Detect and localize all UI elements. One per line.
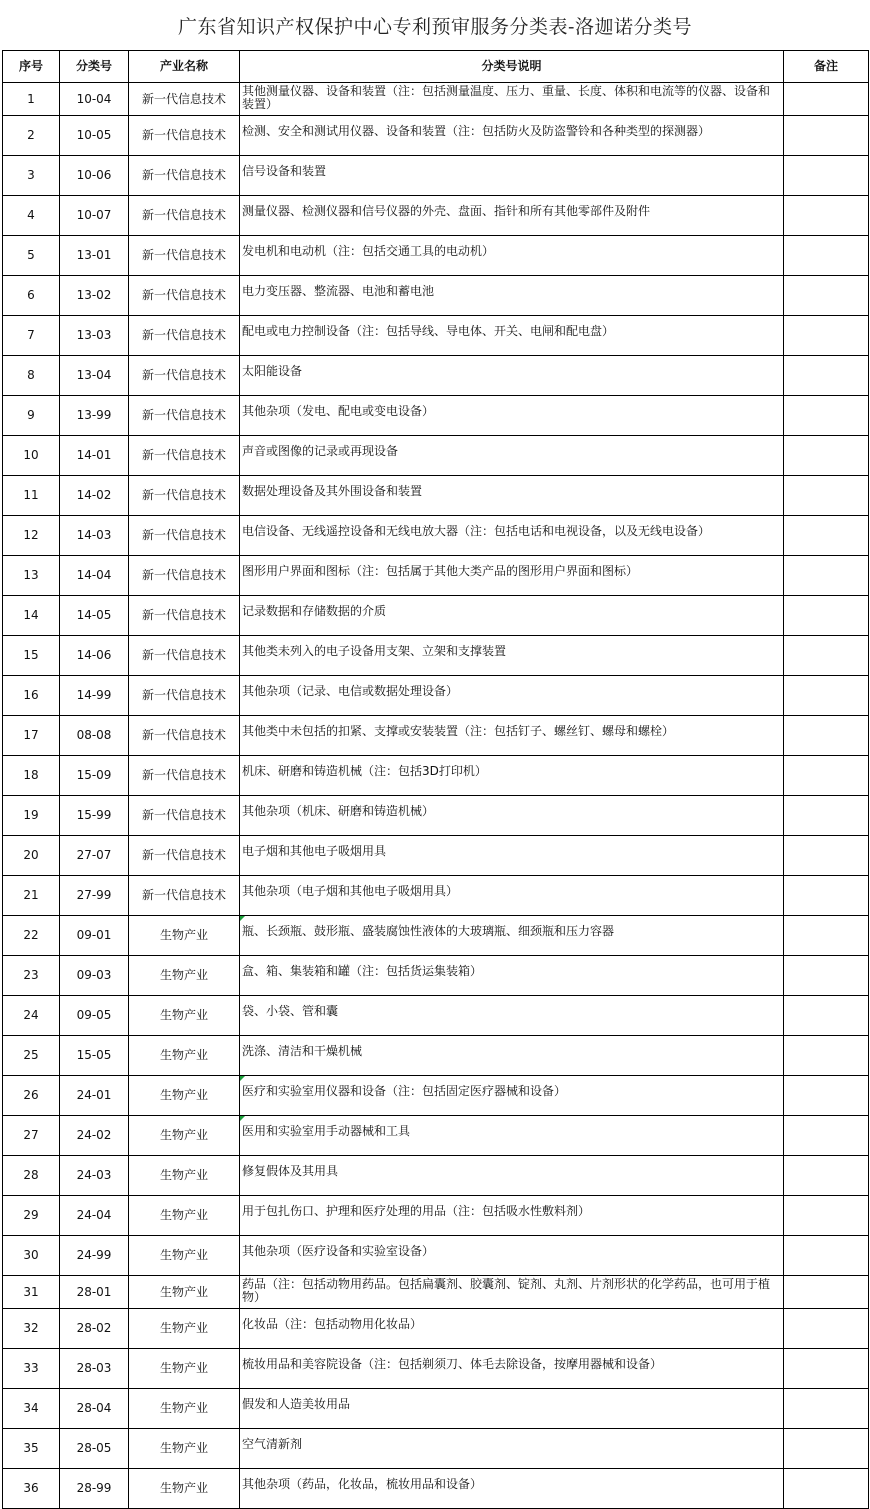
table-row xyxy=(3,196,869,236)
cell-seq: 8 xyxy=(3,356,60,396)
table-row xyxy=(3,1076,869,1116)
cell-industry: 新一代信息技术 xyxy=(129,83,240,116)
table-header-row xyxy=(3,51,869,83)
cell-industry: 生物产业 xyxy=(129,1196,240,1236)
description-text: 其他测量仪器、设备和装置（注：包括测量温度、压力、重量、长度、体积和电流等的仪器、设备和装置） xyxy=(242,84,771,111)
cell-description xyxy=(240,1429,784,1469)
cell-description xyxy=(240,196,784,236)
cell-description xyxy=(240,996,784,1036)
cell-industry: 新一代信息技术 xyxy=(129,836,240,876)
table-row xyxy=(3,1036,869,1076)
cell-seq: 14 xyxy=(3,596,60,636)
cell-code: 24-02 xyxy=(60,1116,129,1156)
cell-note xyxy=(784,356,869,396)
table-row xyxy=(3,836,869,876)
cell-industry: 新一代信息技术 xyxy=(129,276,240,316)
cell-description xyxy=(240,876,784,916)
cell-description xyxy=(240,396,784,436)
cell-industry: 新一代信息技术 xyxy=(129,396,240,436)
table-row xyxy=(3,396,869,436)
table-row xyxy=(3,596,869,636)
cell-description xyxy=(240,756,784,796)
cell-seq: 7 xyxy=(3,316,60,356)
table-row xyxy=(3,156,869,196)
cell-code: 15-09 xyxy=(60,756,129,796)
table-row xyxy=(3,83,869,116)
table-row xyxy=(3,116,869,156)
cell-note xyxy=(784,1429,869,1469)
cell-description xyxy=(240,1076,784,1116)
description-text: 其他类未列入的电子设备用支架、立架和支撑装置 xyxy=(242,644,507,658)
cell-note xyxy=(784,1469,869,1509)
cell-code: 10-06 xyxy=(60,156,129,196)
cell-code: 28-05 xyxy=(60,1429,129,1469)
cell-description xyxy=(240,1309,784,1349)
description-text: 发电机和电动机（注：包括交通工具的电动机） xyxy=(242,244,495,258)
cell-note xyxy=(784,1349,869,1389)
cell-note xyxy=(784,676,869,716)
cell-note xyxy=(784,1036,869,1076)
table-row xyxy=(3,1276,869,1309)
cell-description xyxy=(240,83,784,116)
cell-industry: 生物产业 xyxy=(129,1276,240,1309)
cell-seq: 31 xyxy=(3,1276,60,1309)
description-text: 测量仪器、检测仪器和信号仪器的外壳、盘面、指针和所有其他零部件及附件 xyxy=(242,204,651,218)
table-row xyxy=(3,676,869,716)
description-text: 洗涤、清洁和干燥机械 xyxy=(242,1044,363,1058)
cell-note xyxy=(784,236,869,276)
cell-code: 24-01 xyxy=(60,1076,129,1116)
description-text: 盒、箱、集装箱和罐（注：包括货运集装箱） xyxy=(242,964,483,978)
cell-code: 09-03 xyxy=(60,956,129,996)
cell-industry: 新一代信息技术 xyxy=(129,236,240,276)
cell-seq: 35 xyxy=(3,1429,60,1469)
description-text: 其他杂项（医疗设备和实验室设备） xyxy=(242,1244,435,1258)
description-text: 其他杂项（记录、电信或数据处理设备） xyxy=(242,684,459,698)
cell-seq: 33 xyxy=(3,1349,60,1389)
table-row xyxy=(3,1196,869,1236)
cell-note xyxy=(784,1076,869,1116)
cell-description xyxy=(240,356,784,396)
table-row xyxy=(3,1116,869,1156)
cell-industry: 生物产业 xyxy=(129,916,240,956)
cell-seq: 16 xyxy=(3,676,60,716)
cell-code: 09-01 xyxy=(60,916,129,956)
description-text: 化妆品（注：包括动物用化妆品） xyxy=(242,1317,423,1331)
cell-industry: 生物产业 xyxy=(129,956,240,996)
cell-seq: 15 xyxy=(3,636,60,676)
cell-industry: 新一代信息技术 xyxy=(129,596,240,636)
cell-code: 28-02 xyxy=(60,1309,129,1349)
cell-description xyxy=(240,716,784,756)
description-text: 其他类中未包括的扣紧、支撑或安装装置（注：包括钉子、螺丝钉、螺母和螺栓） xyxy=(242,724,675,738)
cell-description xyxy=(240,916,784,956)
cell-note xyxy=(784,83,869,116)
cell-code: 14-03 xyxy=(60,516,129,556)
cell-seq: 20 xyxy=(3,836,60,876)
cell-description xyxy=(240,1116,784,1156)
cell-description xyxy=(240,236,784,276)
cell-code: 08-08 xyxy=(60,716,129,756)
header-code: 分类号 xyxy=(60,51,129,83)
cell-note xyxy=(784,996,869,1036)
description-text: 医疗和实验室用仪器和设备（注：包括固定医疗器械和设备） xyxy=(242,1084,567,1098)
cell-code: 28-03 xyxy=(60,1349,129,1389)
cell-industry: 生物产业 xyxy=(129,1309,240,1349)
page-title: 广东省知识产权保护中心专利预审服务分类表-洛迦诺分类号 xyxy=(178,15,692,38)
table-row xyxy=(3,1349,869,1389)
classification-table xyxy=(2,50,869,1509)
table-row xyxy=(3,276,869,316)
cell-seq: 24 xyxy=(3,996,60,1036)
cell-description xyxy=(240,1196,784,1236)
description-text: 瓶、长颈瓶、鼓形瓶、盛装腐蚀性液体的大玻璃瓶、细颈瓶和压力容器 xyxy=(242,924,615,938)
cell-note xyxy=(784,156,869,196)
cell-seq: 28 xyxy=(3,1156,60,1196)
cell-seq: 17 xyxy=(3,716,60,756)
table-row xyxy=(3,476,869,516)
cell-industry: 新一代信息技术 xyxy=(129,876,240,916)
cell-note xyxy=(784,1116,869,1156)
header-note: 备注 xyxy=(784,51,869,83)
cell-note xyxy=(784,636,869,676)
description-text: 假发和人造美妆用品 xyxy=(242,1397,351,1411)
table-body xyxy=(3,83,869,1509)
cell-industry: 生物产业 xyxy=(129,1389,240,1429)
cell-code: 13-99 xyxy=(60,396,129,436)
cell-seq: 4 xyxy=(3,196,60,236)
cell-code: 24-99 xyxy=(60,1236,129,1276)
cell-industry: 新一代信息技术 xyxy=(129,516,240,556)
cell-description xyxy=(240,956,784,996)
cell-code: 13-02 xyxy=(60,276,129,316)
cell-seq: 29 xyxy=(3,1196,60,1236)
cell-code: 15-05 xyxy=(60,1036,129,1076)
cell-seq: 22 xyxy=(3,916,60,956)
cell-code: 14-04 xyxy=(60,556,129,596)
table-row xyxy=(3,516,869,556)
table-row xyxy=(3,756,869,796)
cell-code: 10-04 xyxy=(60,83,129,116)
cell-seq: 11 xyxy=(3,476,60,516)
cell-seq: 13 xyxy=(3,556,60,596)
cell-description xyxy=(240,516,784,556)
description-text: 其他杂项（药品，化妆品，梳妆用品和设备） xyxy=(242,1477,483,1491)
cell-note xyxy=(784,1236,869,1276)
cell-note xyxy=(784,1196,869,1236)
cell-code: 13-04 xyxy=(60,356,129,396)
cell-industry: 生物产业 xyxy=(129,1036,240,1076)
description-text: 电子烟和其他电子吸烟用具 xyxy=(242,844,387,858)
cell-description xyxy=(240,436,784,476)
table-row xyxy=(3,556,869,596)
cell-note xyxy=(784,876,869,916)
cell-seq: 36 xyxy=(3,1469,60,1509)
cell-seq: 5 xyxy=(3,236,60,276)
description-text: 声音或图像的记录或再现设备 xyxy=(242,444,399,458)
cell-description xyxy=(240,596,784,636)
cell-description xyxy=(240,1156,784,1196)
cell-description xyxy=(240,476,784,516)
cell-seq: 27 xyxy=(3,1116,60,1156)
cell-description xyxy=(240,1349,784,1389)
cell-description xyxy=(240,636,784,676)
description-text: 空气清新剂 xyxy=(242,1437,303,1451)
cell-industry: 新一代信息技术 xyxy=(129,316,240,356)
table-row xyxy=(3,1429,869,1469)
description-text: 药品（注：包括动物用药品。包括扁囊剂、胶囊剂、锭剂、丸剂、片剂形状的化学药品，也可用于植物） xyxy=(242,1277,771,1304)
cell-seq: 30 xyxy=(3,1236,60,1276)
header-seq: 序号 xyxy=(3,51,60,83)
description-text: 图形用户界面和图标（注：包括属于其他大类产品的图形用户界面和图标） xyxy=(242,564,639,578)
cell-description xyxy=(240,796,784,836)
cell-industry: 新一代信息技术 xyxy=(129,716,240,756)
description-text: 修复假体及其用具 xyxy=(242,1164,339,1178)
cell-note xyxy=(784,956,869,996)
cell-code: 14-05 xyxy=(60,596,129,636)
description-text: 用于包扎伤口、护理和医疗处理的用品（注：包括吸水性敷料剂） xyxy=(242,1204,591,1218)
cell-industry: 新一代信息技术 xyxy=(129,756,240,796)
cell-code: 28-99 xyxy=(60,1469,129,1509)
cell-code: 14-02 xyxy=(60,476,129,516)
cell-seq: 6 xyxy=(3,276,60,316)
cell-industry: 生物产业 xyxy=(129,1076,240,1116)
cell-seq: 2 xyxy=(3,116,60,156)
cell-code: 13-03 xyxy=(60,316,129,356)
cell-note xyxy=(784,556,869,596)
cell-seq: 25 xyxy=(3,1036,60,1076)
cell-code: 28-04 xyxy=(60,1389,129,1429)
cell-note xyxy=(784,1156,869,1196)
table-row xyxy=(3,1389,869,1429)
cell-industry: 新一代信息技术 xyxy=(129,796,240,836)
cell-industry: 生物产业 xyxy=(129,1349,240,1389)
table-row xyxy=(3,956,869,996)
cell-note xyxy=(784,476,869,516)
table-row xyxy=(3,1156,869,1196)
cell-description xyxy=(240,1236,784,1276)
cell-industry: 生物产业 xyxy=(129,1469,240,1509)
cell-note xyxy=(784,396,869,436)
cell-description xyxy=(240,556,784,596)
cell-seq: 23 xyxy=(3,956,60,996)
cell-code: 28-01 xyxy=(60,1276,129,1309)
cell-code: 15-99 xyxy=(60,796,129,836)
cell-note xyxy=(784,116,869,156)
cell-note xyxy=(784,436,869,476)
cell-note xyxy=(784,836,869,876)
cell-description xyxy=(240,116,784,156)
description-text: 机床、研磨和铸造机械（注：包括3D打印机） xyxy=(242,764,487,778)
description-text: 梳妆用品和美容院设备（注：包括剃须刀、体毛去除设备，按摩用器械和设备） xyxy=(242,1357,663,1371)
cell-seq: 18 xyxy=(3,756,60,796)
cell-industry: 生物产业 xyxy=(129,1236,240,1276)
description-text: 医用和实验室用手动器械和工具 xyxy=(242,1124,411,1138)
cell-code: 14-01 xyxy=(60,436,129,476)
table-row xyxy=(3,1309,869,1349)
cell-note xyxy=(784,1389,869,1429)
cell-code: 13-01 xyxy=(60,236,129,276)
description-text: 袋、小袋、管和囊 xyxy=(242,1004,339,1018)
cell-industry: 生物产业 xyxy=(129,1429,240,1469)
table-row xyxy=(3,436,869,476)
cell-note xyxy=(784,716,869,756)
cell-seq: 9 xyxy=(3,396,60,436)
cell-seq: 12 xyxy=(3,516,60,556)
cell-note xyxy=(784,596,869,636)
cell-industry: 生物产业 xyxy=(129,1116,240,1156)
table-row xyxy=(3,636,869,676)
cell-seq: 19 xyxy=(3,796,60,836)
cell-description xyxy=(240,1036,784,1076)
cell-seq: 1 xyxy=(3,83,60,116)
cell-note xyxy=(784,276,869,316)
cell-description xyxy=(240,1276,784,1309)
cell-industry: 生物产业 xyxy=(129,1156,240,1196)
cell-description xyxy=(240,1469,784,1509)
cell-code: 24-04 xyxy=(60,1196,129,1236)
cell-description xyxy=(240,156,784,196)
cell-industry: 新一代信息技术 xyxy=(129,116,240,156)
cell-code: 10-05 xyxy=(60,116,129,156)
description-text: 其他杂项（发电、配电或变电设备） xyxy=(242,404,435,418)
cell-note xyxy=(784,796,869,836)
cell-description xyxy=(240,316,784,356)
cell-seq: 3 xyxy=(3,156,60,196)
cell-description xyxy=(240,836,784,876)
description-text: 检测、安全和测试用仪器、设备和装置（注：包括防火及防盗警铃和各种类型的探测器） xyxy=(242,124,711,138)
table-row xyxy=(3,916,869,956)
cell-industry: 新一代信息技术 xyxy=(129,476,240,516)
cell-industry: 新一代信息技术 xyxy=(129,556,240,596)
cell-industry: 新一代信息技术 xyxy=(129,676,240,716)
description-text: 电力变压器、整流器、电池和蓄电池 xyxy=(242,284,435,298)
description-text: 记录数据和存储数据的介质 xyxy=(242,604,387,618)
cell-code: 14-99 xyxy=(60,676,129,716)
cell-note xyxy=(784,756,869,796)
cell-code: 14-06 xyxy=(60,636,129,676)
description-text: 配电或电力控制设备（注：包括导线、导电体、开关、电闸和配电盘） xyxy=(242,324,615,338)
table-row xyxy=(3,1469,869,1509)
cell-industry: 新一代信息技术 xyxy=(129,156,240,196)
description-text: 电信设备、无线遥控设备和无线电放大器（注：包括电话和电视设备，以及无线电设备） xyxy=(242,524,711,538)
cell-seq: 34 xyxy=(3,1389,60,1429)
cell-note xyxy=(784,196,869,236)
description-text: 信号设备和装置 xyxy=(242,164,327,178)
cell-note xyxy=(784,316,869,356)
cell-industry: 新一代信息技术 xyxy=(129,436,240,476)
table-row xyxy=(3,996,869,1036)
table-row xyxy=(3,876,869,916)
cell-note xyxy=(784,516,869,556)
header-industry: 产业名称 xyxy=(129,51,240,83)
cell-industry: 新一代信息技术 xyxy=(129,356,240,396)
cell-description xyxy=(240,276,784,316)
cell-seq: 26 xyxy=(3,1076,60,1116)
description-text: 数据处理设备及其外围设备和装置 xyxy=(242,484,423,498)
cell-code: 27-07 xyxy=(60,836,129,876)
cell-seq: 10 xyxy=(3,436,60,476)
description-text: 太阳能设备 xyxy=(242,364,303,378)
table-row xyxy=(3,356,869,396)
cell-description xyxy=(240,1389,784,1429)
cell-note xyxy=(784,1276,869,1309)
cell-industry: 生物产业 xyxy=(129,996,240,1036)
header-description: 分类号说明 xyxy=(240,51,784,83)
cell-note xyxy=(784,916,869,956)
cell-note xyxy=(784,1309,869,1349)
table-row xyxy=(3,716,869,756)
cell-description xyxy=(240,676,784,716)
cell-code: 09-05 xyxy=(60,996,129,1036)
table-row xyxy=(3,1236,869,1276)
cell-code: 24-03 xyxy=(60,1156,129,1196)
cell-code: 27-99 xyxy=(60,876,129,916)
cell-industry: 新一代信息技术 xyxy=(129,196,240,236)
description-text: 其他杂项（电子烟和其他电子吸烟用具） xyxy=(242,884,459,898)
description-text: 其他杂项（机床、研磨和铸造机械） xyxy=(242,804,435,818)
cell-seq: 32 xyxy=(3,1309,60,1349)
cell-code: 10-07 xyxy=(60,196,129,236)
table-row xyxy=(3,236,869,276)
cell-industry: 新一代信息技术 xyxy=(129,636,240,676)
cell-seq: 21 xyxy=(3,876,60,916)
table-row xyxy=(3,316,869,356)
table-row xyxy=(3,796,869,836)
